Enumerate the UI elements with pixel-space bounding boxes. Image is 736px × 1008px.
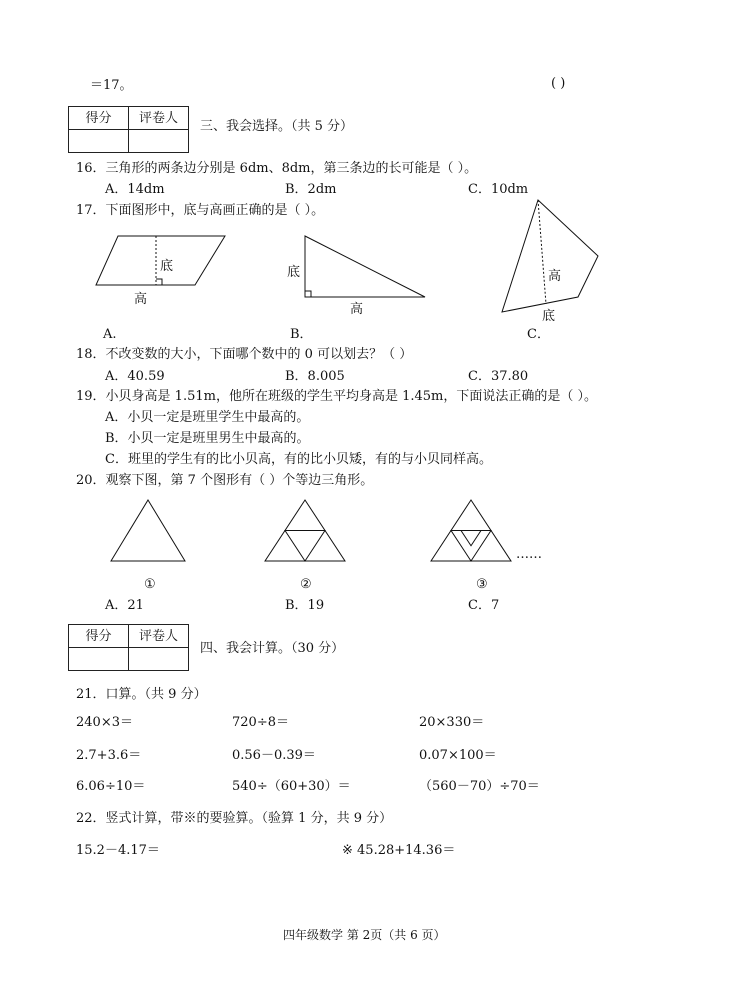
ellipsis: …… xyxy=(516,547,542,562)
score-table xyxy=(68,624,189,671)
score-cell[interactable] xyxy=(69,648,129,671)
calc-item: 20×330＝ xyxy=(419,715,485,730)
fig-c-option: C． xyxy=(527,327,550,342)
figure-a-parallelogram xyxy=(96,236,225,307)
grader-header: 评卷人 xyxy=(129,107,189,130)
calc-item: 15.2－4.17＝ xyxy=(76,843,160,858)
question-18-stem: 18．不改变数的大小，下面哪个数中的 0 可以划去？（ ） xyxy=(76,347,413,362)
grader-header: 评卷人 xyxy=(129,625,189,648)
answer-paren: ( ) xyxy=(551,76,566,91)
continuation-text: ＝17。 xyxy=(90,78,133,93)
question-19-stem: 19．小贝身高是 1.51m，他所在班级的学生平均身高是 1.45m，下面说法正确的是（ ）。 xyxy=(76,389,597,404)
fig-a-label-base: 底 xyxy=(160,259,174,274)
q20-figure-1 xyxy=(111,500,185,561)
question-22-title: 22．竖式计算，带※的要验算。（验算 1 分，共 9 分） xyxy=(76,811,393,826)
question-16-stem: 16．三角形的两条边分别是 6dm、8dm，第三条边的长可能是（ ）。 xyxy=(76,161,478,176)
question-20-stem: 20．观察下图，第 7 个图形有（ ）个等边三角形。 xyxy=(76,473,374,488)
fig-b-label-base: 底 xyxy=(287,265,301,280)
option-b: B．19 xyxy=(285,598,325,613)
option-c: C．10dm xyxy=(468,182,529,197)
q20-figure-2 xyxy=(265,500,345,561)
option-a: A．21 xyxy=(105,598,144,613)
fig-c-label-base: 底 xyxy=(542,309,556,324)
calc-item: 720÷8＝ xyxy=(232,715,289,730)
score-header: 得分 xyxy=(69,625,129,648)
option-c: C．37.80 xyxy=(468,369,529,384)
grader-cell[interactable] xyxy=(129,648,189,671)
option-a: A．40.59 xyxy=(105,369,165,384)
option-b: B．8.005 xyxy=(285,369,345,384)
figure-label-2: ② xyxy=(300,577,312,592)
option-c: C．7 xyxy=(468,598,500,613)
question-21-title: 21．口算。（共 9 分） xyxy=(76,687,207,702)
option-c: C．班里的学生有的比小贝高，有的比小贝矮，有的与小贝同样高。 xyxy=(105,452,492,467)
calc-item: 0.56－0.39＝ xyxy=(232,748,316,763)
option-a: A．14dm xyxy=(105,182,165,197)
calc-item: 0.07×100＝ xyxy=(419,748,497,763)
figure-label-3: ③ xyxy=(476,577,488,592)
figure-c-quadrilateral xyxy=(502,200,598,324)
score-header: 得分 xyxy=(69,107,129,130)
fig-a-label-height: 高 xyxy=(134,292,148,307)
calc-item: 540÷（60+30）＝ xyxy=(232,779,351,794)
figure-b-triangle xyxy=(287,236,425,317)
question-17-stem: 17．下面图形中，底与高画正确的是（ ）。 xyxy=(76,203,325,218)
calc-item: 2.7+3.6＝ xyxy=(76,748,142,763)
fig-b-label-height: 高 xyxy=(350,302,364,317)
option-b: B．2dm xyxy=(285,182,337,197)
figure-label-1: ① xyxy=(144,577,156,592)
fig-b-option: B． xyxy=(290,327,313,342)
section-title: 四、我会计算。（30 分） xyxy=(200,641,345,656)
option-a: A．小贝一定是班里学生中最高的。 xyxy=(105,410,310,425)
page-footer: 四年级数学 第 2页（共 6 页） xyxy=(283,928,446,942)
fig-c-label-height: 高 xyxy=(548,269,562,284)
section-title: 三、我会选择。（共 5 分） xyxy=(200,119,354,134)
option-b: B．小贝一定是班里男生中最高的。 xyxy=(105,431,310,446)
q20-figure-3 xyxy=(431,500,511,561)
fig-a-option: A. xyxy=(103,327,117,342)
calc-item: （560－70）÷70＝ xyxy=(419,779,540,794)
calc-item: 6.06÷10＝ xyxy=(76,779,146,794)
calc-item: ※ 45.28+14.36＝ xyxy=(342,843,456,858)
calc-item: 240×3＝ xyxy=(76,715,133,730)
